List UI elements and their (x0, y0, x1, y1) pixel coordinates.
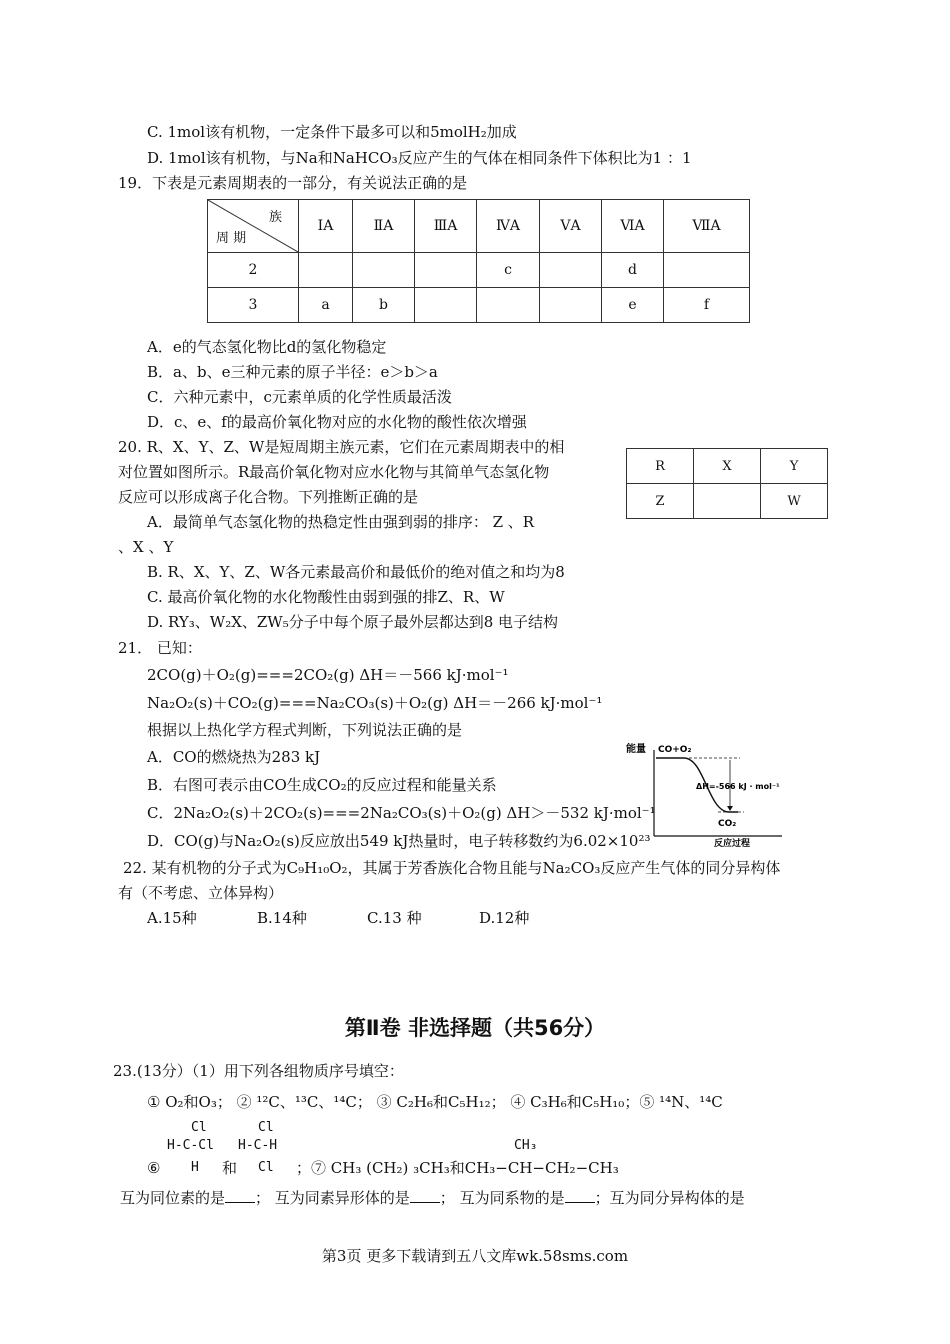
q23-item6-marker: ⑥ (147, 1159, 161, 1177)
element-cell (540, 288, 602, 323)
q23-item7: ；⑦ CH₃ (CH₂) ₃CH₃和CH₃−CH−CH₂−CH₃ (296, 1159, 619, 1177)
q20-stem-1: 20. R、X、Y、Z、W是短周期主族元素，它们在元素周期表中的相 (118, 438, 565, 456)
q22-stem-2: 有（不考虑、立体异构） (118, 884, 284, 902)
element-cell (299, 253, 353, 288)
blank-homolog[interactable] (565, 1188, 595, 1203)
mol1-top: Cl (191, 1120, 207, 1135)
mol2-top: Cl (258, 1120, 274, 1135)
header-cell: ⅠA (299, 200, 353, 253)
q23-stem: 23.(13分）（1）用下列各组物质序号填空： (113, 1062, 404, 1080)
q21-equation-2: Na₂O₂(s)＋CO₂(g)===Na₂CO₃(s)＋O₂(g) ΔH＝－266 kJ·mol⁻¹ (147, 694, 603, 712)
q19-option-b: B．a、b、e三种元素的原子半径：e＞b＞a (147, 363, 438, 381)
q19-option-c: C．六种元素中，c元素单质的化学性质最活泼 (147, 388, 452, 406)
q21-option-b: B．右图可表示由CO生成CO₂的反应过程和能量关系 (147, 776, 497, 794)
element-cell (477, 288, 540, 323)
periodic-table (207, 199, 750, 323)
period-cell: 3 (208, 288, 299, 323)
q23-items: ① O₂和O₃； ② ¹²C、¹³C、¹⁴C； ③ C₂H₆和C₅H₁₂； ④ C₃H₆和C₅H₁₀；⑤ ¹⁴N、¹⁴C (147, 1093, 723, 1111)
q20-option-b: B. R、X、Y、Z、W各元素最高价和最低价的绝对值之和均为8 (147, 563, 565, 581)
grid-cell: Y (761, 449, 828, 484)
q22-stem-1: 22. 某有机物的分子式为C₉H₁₀O₂，其属于芳香族化合物且能与Na₂CO₃反应产生气体的同分异构体 (123, 859, 781, 877)
q19-option-d: D．c、e、f的最高价氧化物对应的水化物的酸性依次增强 (147, 413, 527, 431)
element-cell (664, 253, 750, 288)
q21-option-c: C．2Na₂O₂(s)＋2CO₂(s)===2Na₂CO₃(s)＋O₂(g) ΔH＞－532 kJ·mol⁻¹ (147, 804, 656, 822)
element-cell: b (353, 288, 415, 323)
grid-cell (694, 484, 761, 519)
q23-blanks-line (120, 1188, 745, 1208)
header-cell: ⅢA (415, 200, 477, 253)
table-corner (208, 200, 299, 253)
q21-stem: 21． 已知： (118, 639, 202, 657)
element-cell: c (477, 253, 540, 288)
q20-stem-2: 对位置如图所示。R最高价氧化物对应水化物与其简单气态氢化物 (118, 463, 550, 481)
y-axis-label: 能量 (626, 744, 646, 755)
blank-label-allotrope: ； 互为同素异形体的是 (255, 1189, 410, 1207)
blank-label-isomer: ；互为同分异构体的是 (594, 1189, 745, 1207)
element-cell (415, 253, 477, 288)
reactant-label: CO+O₂ (658, 745, 692, 755)
mol1-mid: H-C-Cl (167, 1138, 214, 1153)
q20-option-d: D. RY₃、W₂X、ZW₅分子中每个原子最外层都达到8 电子结构 (147, 613, 559, 631)
blank-allotrope[interactable] (410, 1188, 440, 1203)
element-cell: f (664, 288, 750, 323)
blank-label-homolog: ； 互为同系物的是 (439, 1189, 565, 1207)
header-cell: ⅡA (353, 200, 415, 253)
q22-option-d: D.12种 (479, 909, 530, 927)
product-label: CO₂ (718, 819, 737, 829)
element-cell (415, 288, 477, 323)
q20-option-c: C. 最高价氧化物的水化物酸性由弱到强的排Z、R、W (147, 588, 505, 606)
element-cell: d (602, 253, 664, 288)
header-cell: ⅥA (602, 200, 664, 253)
q18-option-c: C. 1mol该有机物，一定条件下最多可以和5molH₂加成 (147, 123, 517, 141)
q22-option-b: B.14种 (257, 909, 307, 927)
q21-option-a: A．CO的燃烧热为283 kJ (147, 748, 321, 766)
x-axis-label: 反应过程 (714, 839, 751, 848)
header-cell: ⅣA (477, 200, 540, 253)
q21-option-d: D．CO(g)与Na₂O₂(s)反应放出549 kJ热量时，电子转移数约为6.02×10²³ (147, 832, 651, 850)
q20-option-a: A．最简单气态氢化物的热稳定性由强到弱的排序： Z 、R (147, 513, 535, 531)
mol1-bottom: H (191, 1160, 199, 1175)
dh-label: ΔH=-566 kJ · mol⁻¹ (696, 782, 780, 791)
q20-stem-3: 反应可以形成离子化合物。下列推断正确的是 (118, 488, 419, 506)
q18-option-d: D. 1mol该有机物，与Na和NaHCO₃反应产生的气体在相同条件下体积比为1 ：1 (147, 149, 692, 167)
section-title: 第Ⅱ卷 非选择题（共56分） (344, 1016, 606, 1040)
grid-cell: R (627, 449, 694, 484)
q21-equation-1: 2CO(g)＋O₂(g)===2CO₂(g) ΔH＝－566 kJ·mol⁻¹ (147, 666, 509, 684)
mol2-bottom: Cl (258, 1160, 274, 1175)
element-position-grid (626, 448, 828, 519)
q22-option-c: C.13 种 (367, 909, 422, 927)
grid-cell: W (761, 484, 828, 519)
element-cell: a (299, 288, 353, 323)
mol2-mid: H-C-H (238, 1138, 278, 1153)
element-cell (353, 253, 415, 288)
header-cell: ⅦA (664, 200, 750, 253)
q20-option-a-cont: 、X 、Y (118, 538, 174, 556)
q19-stem: 19．下表是元素周期表的一部分，有关说法正确的是 (118, 174, 468, 192)
period-cell: 2 (208, 253, 299, 288)
corner-group-label: 族 (268, 210, 282, 225)
dh-arrowhead (727, 806, 733, 811)
grid-cell: Z (627, 484, 694, 519)
branch-methyl: CH₃ (514, 1138, 538, 1153)
element-cell (540, 253, 602, 288)
q21-intro: 根据以上热化学方程式判断，下列说法正确的是 (147, 721, 463, 739)
q22-option-a: A.15种 (147, 909, 197, 927)
blank-isotope[interactable] (225, 1188, 255, 1203)
q23-and: 和 (222, 1159, 238, 1177)
blank-label-isotope: 互为同位素的是 (120, 1189, 226, 1207)
header-cell: ⅤA (540, 200, 602, 253)
energy-diagram (622, 738, 792, 848)
element-cell: e (602, 288, 664, 323)
page-footer: 第3页 更多下载请到五八文库wk.58sms.com (321, 1247, 629, 1265)
grid-cell: X (694, 449, 761, 484)
q19-option-a: A．e的气态氢化物比d的氢化物稳定 (147, 338, 387, 356)
corner-period-label: 周 期 (216, 231, 247, 246)
